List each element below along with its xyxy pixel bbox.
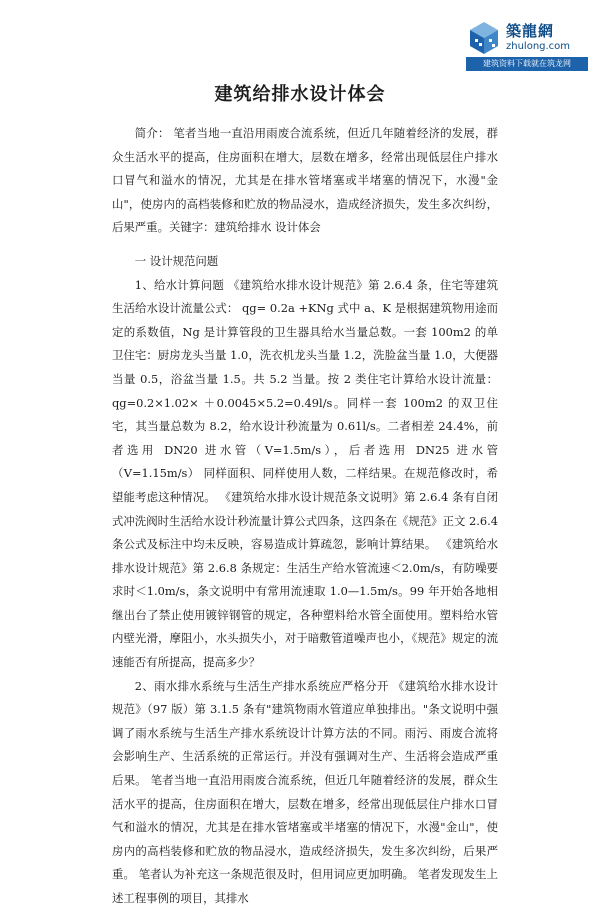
zhulong-logo[interactable] — [466, 12, 588, 74]
section-1-paragraph: 1、给水计算问题 《建筑给水排水设计规范》第 2.6.4 条，住宅等建筑生活给水设计流量公式： qg= 0.2a +KNg 式中 a、K 是根据建筑物用途而定的系数值，Ng 是计算管段的卫生器具给水当量总数。一套 100m2 的单卫住宅：厨房龙头当量 1.0，洗衣机龙头当量 1.2，洗脸盆当量 1.0，大便器当量 0.5，浴盆当量 1.5。共 5.2 当量。按 2 类住宅计算给水设计流量：qg=0.2×1.02× ＋0.0045×5.2=0.49l/s。同样一套 100m2 的双卫住宅，其当量总数为 8.2，给水设计秒流量为 0.61l/s。二者相差 24.4%，前者选用 DN20 进水管（V=1.5m/s），后者选用 DN25 进水管（V=1.15m/s） 同样面积、同样使用人数，二样结果。在规范修改时，希望能考虑这种情况。 《建筑给水排水设计规范条文说明》第 2.6.4 条有自闭式冲洗阀时生活给水设计秒流量计算公式四条，这四条在《规范》正文 2.6.4 条公式及标注中均未反映，容易造成计算疏忽，影响计算结果。 《建筑给水排水设计规范》第 2.6.8 条规定：生活生产给水管流速＜2.0m/s，有防噪要求时＜1.0m/s，条文说明中有常用流速取 1.0—1.5m/s。99 年开始各地相继出台了禁止使用镀锌钢管的规定，各种塑料给水管全面使用。塑料给水管内壁光滑，摩阻小，水头损失小，对于暗敷管道噪声也小，《规范》规定的流速能否有所提高，提高多少？ — [112, 277, 498, 670]
document-title: 建筑给排水设计体会 — [214, 84, 386, 105]
logo-url: zhulong.com — [506, 41, 571, 52]
logo-name: 築龍網 — [506, 22, 555, 40]
section-2-paragraph: 2、雨水排水系统与生活生产排水系统应严格分开 《建筑给水排水设计规范》（97 版）第 3.1.5 条有"建筑物雨水管道应单独排出。"条文说明中强调了雨水系统与生活生产排水系统设计计算方法的不同。雨污、雨废合流将会影响生产、生活系统的正常运行。并没有强调对生产、生活将会造成严重后果。 笔者当地一直沿用雨废合流系统，但近几年随着经济的发展，群众生活水平的提高，住房面积在增大，层数在增多，经常出现低层住户排水口冒气和溢水的情况，尤其是在排水管堵塞或半堵塞的情况下，水漫"金山"，使房内的高档装修和贮放的物品浸水，造成经济损失，发生多次纠纷，后果严重。 笔者认为补充这一条规范很及时，但用词应更加明确。 笔者发现发生上述工程事例的项目，其排水 — [112, 678, 498, 905]
logo-slogan: 建筑资料下载就在筑龙网 — [466, 57, 588, 71]
zhulong-cube-logo-icon — [466, 20, 502, 56]
document-body — [112, 122, 498, 911]
abstract-paragraph: 简介： 笔者当地一直沿用雨废合流系统，但近几年随着经济的发展，群众生活水平的提高，住房面积在增大，层数在增多，经常出现低层住户排水口冒气和溢水的情况，尤其是在排水管堵塞或半堵塞的情况下，水漫"金山"，使房内的高档装修和贮放的物品浸水，造成经济损失，发生多次纠纷，后果严重。关键字：建筑给排水 设计体会 — [112, 126, 498, 235]
section-heading: 一 设计规范问题 — [134, 253, 219, 268]
